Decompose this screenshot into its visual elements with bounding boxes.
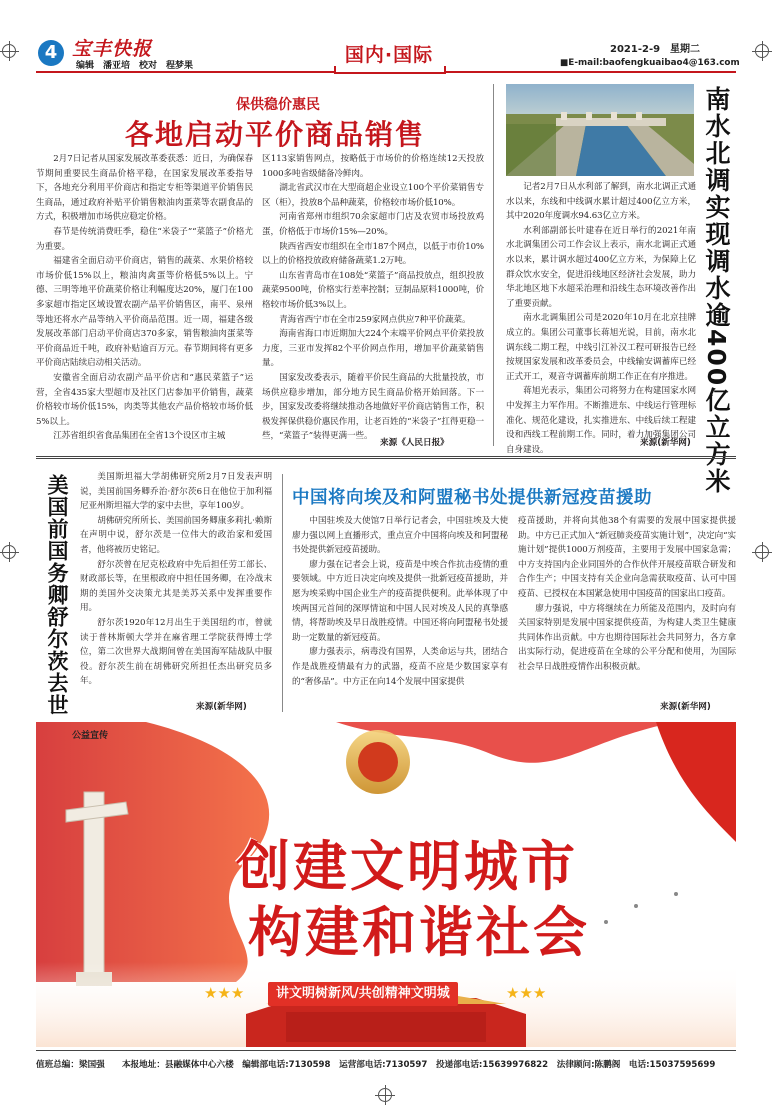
paragraph: 记者2月7日从水利部了解到，南水北调正式通水以来，东线和中线调水累计超过400亿立方米，其中2020年度调水94.63亿立方米。 — [506, 182, 696, 222]
paragraph: 福建省全面启动平价商店，销售的蔬菜、水果价格较市场价低15%以上，粮油肉禽蛋等价格低5%以上。宁德、三明等地平价蔬菜价格让利幅度达20%，厦门在100多家超市指定区域设置农副产品平价销售区，南平、泉州等地还将水产品等纳入平价商品范围。近一周，福建各级发展改革部门启动平价商店370多家，销售粮油肉蛋菜等平价商品近千吨，政府补贴逾百万元。春节期间将有更多平价商店陆续启动相关活动。 — [36, 256, 253, 369]
paragraph: 美国斯坦福大学胡佛研究所2月7日发表声明说，美国前国务卿乔治·舒尔茨6日在他位于加利福尼亚州斯坦福大学的家中去世，享年100岁。 — [80, 472, 272, 512]
header-rule — [446, 71, 736, 73]
crop-mark — [755, 44, 769, 58]
public-service-ad — [36, 722, 736, 1047]
footer-info: 值班总编：梁国强 本报地址：县融媒体中心六楼 编辑部电话:7130598 运营部电话:7130597 投递部电话:15639976822 法律顾问:陈鹏阁 电话:15037595699 — [36, 1060, 716, 1070]
article1-kicker: 保供稳价惠民 — [236, 97, 320, 113]
paragraph: 廖力强说，中方将继续在力所能及范围内，及时向有关国家特别是发展中国家提供疫苗，为构建人类卫生健康共同体作出贡献。中方也期待国际社会共同努力，各方拿出实际行动，促进疫苗在全球的公平分配和使用，为国际社会早日战胜疫情作出积极贡献。 — [518, 603, 736, 672]
article1-source: 来源《人民日报》 — [380, 438, 449, 448]
header-rule — [36, 71, 336, 73]
paragraph: 水利部副部长叶建春在近日举行的2021年南水北调集团公司工作会议上表示，南水北调正式通水以来，累计调水超过400亿立方米，为保障上亿群众饮水安全，促进沿线地区经济社会发展，助力华北地区地下水超采治理和沿线生态环境改善作出了重要贡献。 — [506, 225, 696, 309]
crop-mark — [2, 545, 16, 559]
ad-stars-left: ★★★ — [204, 984, 245, 1002]
issue-date: 2021-2-9 星期二 — [610, 44, 701, 55]
page-number: 4 — [44, 42, 58, 63]
section-bracket — [334, 66, 446, 74]
article3-body — [80, 470, 272, 710]
crop-mark — [378, 1088, 392, 1102]
footer-rule — [36, 1050, 736, 1051]
paragraph: 江苏省组织省食品集团在全省13个设区市主城 — [53, 431, 226, 442]
ad-line-1: 创建文明城市 — [236, 834, 578, 898]
ad-slogan-text: 讲文明树新风/共创精神文明城 — [276, 986, 450, 1001]
article4-column-2 — [518, 514, 736, 698]
paragraph: 胡佛研究所所长、美国前国务卿康多莉扎·赖斯在声明中说，舒尔茨是一位伟大的政治家和爱国者，他将被历史铭记。 — [80, 515, 272, 555]
paragraph: 廖力强在记者会上说，疫苗是中埃合作抗击疫情的重要领域。中方近日决定向埃及提供一批新冠疫苗援助，并愿为埃采购中国企业生产的疫苗提供便利。此举体现了中埃两国元首间的深厚情谊和中国人民对埃及人民的真挚感情，将帮助埃及早日战胜疫情。中国还将向阿盟秘书处援助一定数量的新冠疫苗。 — [292, 559, 508, 643]
page-number-badge — [38, 40, 64, 66]
crop-mark — [755, 545, 769, 559]
article2-vertical-headline: 南水北调实现调水逾400亿立方米 — [702, 86, 731, 496]
crop-mark — [2, 44, 16, 58]
paragraph: 舒尔茨曾在尼克松政府中先后担任劳工部长、财政部长等，在里根政府中担任国务卿，在冷战末期的美国外交决策尤其是美苏关系中发挥重要作用。 — [80, 559, 272, 614]
column-divider — [282, 474, 283, 712]
article4-column-1 — [292, 514, 508, 710]
section-rule — [36, 456, 736, 459]
ad-slogan — [268, 982, 458, 1006]
section-title: 国内·国际 — [344, 44, 434, 66]
email-line: ■E-mail:baofengkuaibao4@163.com — [560, 58, 740, 68]
paragraph: 2月7日记者从国家发展改革委获悉：近日，为确保春节期间重要民生商品价格平稳，在国家发展改革委指导下，各地充分利用平价商店和指定专柜等渠道平价销售民生商品，通过政府补贴平价销售粮油肉蛋菜等农副食品的方式，积极增加市场供应稳定价格。 — [36, 154, 253, 223]
paragraph: 河南省郑州市组织70余家超市门店及农贸市场投放鸡蛋，价格低于市场价15%—20%。 — [262, 212, 484, 237]
paragraph: 国家发改委表示，随着平价民生商品的大批量投放，市场供应稳步增加，部分地方民生商品价格开始回落。下一步，国家发改委将继续推动各地做好平价商店销售工作，积极发挥保供稳价惠民作用，让老百姓的“米袋子”扛得更稳一些，“菜篮子”装得更满一些。 — [262, 372, 484, 442]
paragraph: 舒尔茨1920年12月出生于美国纽约市，曾就读于普林斯顿大学并在麻省理工学院获得博士学位，第二次世界大战期间曾在美国海军陆战队中服役。舒尔茨生前在胡佛研究所担任杰出研究员多年。 — [80, 617, 272, 687]
article2-source: 来源(新华网) — [640, 438, 691, 448]
article4-headline: 中国将向埃及和阿盟秘书处提供新冠疫苗援助 — [292, 488, 652, 508]
column-divider — [493, 84, 494, 446]
paragraph: 山东省青岛市在108处“菜篮子”商品投放点，组织投放蔬菜9500吨，价格实行差率控制；豆制品原料1000吨，价格较市场价低3%以上。 — [262, 270, 484, 310]
paragraph: 春节是传统消费旺季，稳住“米袋子”“菜篮子”价格尤为重要。 — [36, 226, 253, 252]
paragraph: 湖北省武汉市在大型商超企业设立100个平价菜销售专区（柜），投放8个品种蔬菜，价格较市场价低10%。 — [262, 183, 484, 208]
paragraph: 廖力强表示，病毒没有国界，人类命运与共，团结合作是战胜疫情最有力的武器，疫苗不应是少数国家享有的“奢侈品”。中方正在向14个发展中国家提供 — [292, 647, 508, 687]
canal-photo-illustration — [506, 84, 694, 176]
article3-vertical-headline: 美国前国务卿舒尔茨去世 — [45, 474, 70, 716]
paragraph: 南水北调集团公司是2020年10月在北京挂牌成立的。集团公司董事长蒋旭光说，目前，南水北调东线二期工程，中线引江补汉工程可研报告已经按规国家发展和改革委员会，中线输安调蓄库已经正式开工，观音寺调蓄库前期工作正在有序推进。 — [506, 313, 696, 382]
article3-source: 来源(新华网) — [196, 702, 247, 712]
masthead-logo: 宝丰快报 — [72, 38, 153, 60]
paragraph: 陕西省西安市组织在全市187个网点，以低于市价10%以上的价格投放政府储备蔬菜1.2万吨。 — [262, 241, 484, 267]
canal-photo — [506, 84, 694, 176]
paragraph: 中国驻埃及大使馆7日举行记者会，中国驻埃及大使廖力强以网上直播形式，重点宣介中国将向埃及和阿盟秘书处提供新冠疫苗援助。 — [292, 516, 508, 556]
ad-line-2: 构建和谐社会 — [248, 900, 590, 964]
paragraph: 蒋旭光表示，集团公司将努力在构建国家水网中发挥主力军作用。不断推进东、中线运行管理标准化、规范化建设，扎实推进东、中线后续工程建设和西线工程前期工作。同时，着力加强集团公司自身建设。 — [506, 386, 696, 455]
article1-column-2 — [262, 152, 484, 442]
paragraph: 安徽省全面启动农副产品平价店和“惠民菜篮子”运营，全省435家大型超市及社区门店参加平价销售，蔬菜价格较市场价低15%，肉类等其他农产品价格较市场价低5%以上。 — [36, 372, 253, 427]
paragraph: 海南省海口市近期加大224个末端平价网点平价菜投放力度，三亚市发挥82个平价网点作用，增加平价蔬菜销售量。 — [262, 329, 484, 369]
article1-headline: 各地启动平价商品销售 — [124, 118, 425, 151]
editor-line: 编辑 潘亚培 校对 程梦果 — [76, 61, 194, 71]
paragraph: 区113家销售网点，按略低于市场价的价格连续12天投放1000多吨省级储备冷鲜肉。 — [262, 154, 484, 179]
article4-source: 来源(新华网) — [660, 702, 711, 712]
paragraph: 疫苗援助，并将向其他38个有需要的发展中国家提供援助。中方已正式加入“新冠肺炎疫苗实施计划”，决定向“实施计划”提供1000万剂疫苗，主要用于发展中国家急需；中方支持国内企业同国外的合作伙伴开展疫苗联合研发和合作生产；中国支持有关企业向急需获取疫苗、认可中国疫苗、已授权在本国紧急使用中国疫苗的国家出口疫苗。 — [518, 516, 736, 599]
ad-stars-right: ★★★ — [506, 984, 547, 1002]
ad-tag: 公益宣传 — [72, 731, 109, 741]
paragraph: 青海省西宁市在全市259家网点供应7种平价蔬菜。 — [279, 314, 471, 325]
article1-column-1 — [36, 152, 253, 452]
